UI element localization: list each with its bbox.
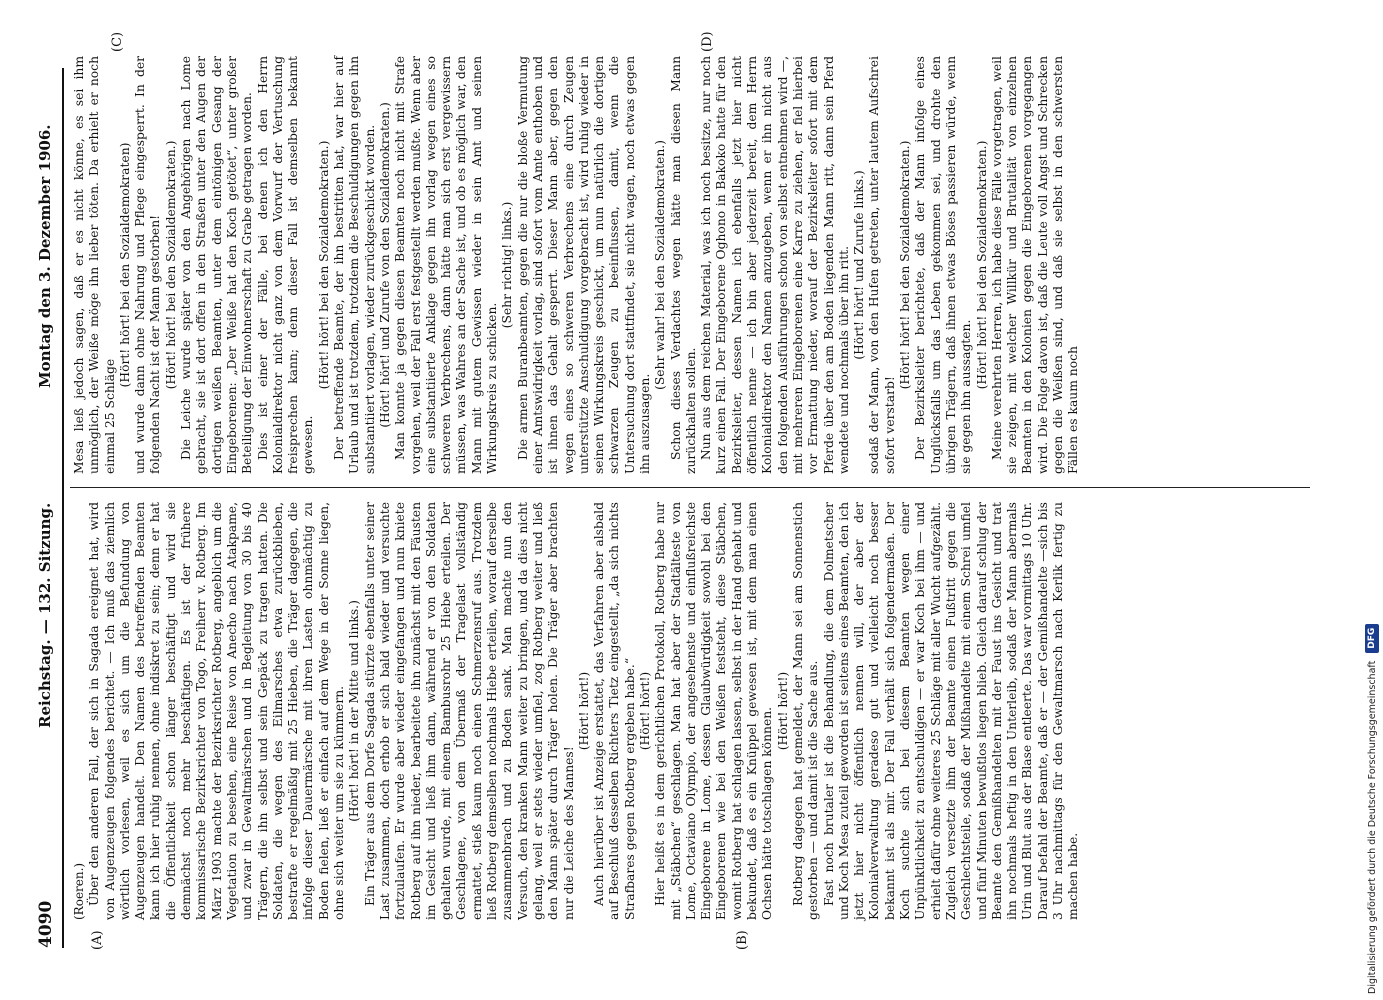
interjection: (Hört! hört! bei den Sozialdemokraten.) <box>163 140 178 390</box>
paragraph: Fast noch brutaler ist die Behandlung, die dem Dolmetscher und Koch Mesa zuteil geworden ist seitens eines Beamten, den ich jetzt hier nicht öffentlich nennen will, der aber der Kolonialverwaltung geradeso gut und vielleicht noch besser bekannt ist als mir. Der Fall verhält sich folgendermaßen. Der Koch suchte sich bei diesem Beamten wegen einer Unpünktlichkeit zu entschuldigen — er war Koch bei ihm — und erhielt dafür ohne weiteres 25 Schläge mit aller Wucht aufgezählt. Zugleich versetzte ihm der Beamte einen Fußtritt gegen die Geschlechtsteile, sodaß der Mißhandelte mit einem Schrei umfiel und fünf Minuten bewußtlos liegen blieb. Gleich darauf schlug der Beamte den Gemißhandelten mit der Faust ins Gesicht und trat ihn nochmals heftig in den Unterleib, sodaß der Mann abermals Urin und Blut aus der Blase entleerte. Das war vormittags 10 Uhr. Darauf befahl der Beamte, daß er — der Gemißhandelte —sich bis 3 Uhr nachmittags für den Gewaltmarsch nach Kerlik fertig zu machen habe. <box>821 502 1081 920</box>
paragraph: Nun aus dem reichen Material, was ich noch besitze, nur noch kurz einen Fall. Der Eingeborene Oghono in Bakoko hatte für den Bezirksleiter, dessen Namen ich ebenfalls jetzt hier nicht öffentlich nenne — ich bin aber jederzeit bereit, dem Herrn Kolonialdirektor den Namen anzugeben, wenn er ihn nicht aus den folgenden Ausführungen schon von selbst entnehmen wird —, mit mehreren Eingeborenen eine Karre zu ziehen, er fiel hierbei vor Ermattung nieder, worauf der Bezirksleiter sofort mit dem Pferde über den am Boden liegenden Mann ritt, dann sein Pferd wendete und nochmals über ihn ritt. <box>699 56 851 474</box>
margin-marker-b: (B) <box>735 930 750 950</box>
interjection: (Hört! hört!) <box>576 671 591 751</box>
column-divider <box>70 487 1310 488</box>
paragraph: und wurde dann ohne Nahrung und Pflege eingesperrt. In der folgenden Nacht ist der Mann gestorben! <box>133 56 163 474</box>
interjection: (Hört! hört! in der Mitte und links.) <box>347 600 362 822</box>
text-column-left <box>72 502 1082 920</box>
paragraph: Schon dieses Verdachtes wegen hätte man diesen Mann zurückhalten sollen. <box>668 56 698 474</box>
paragraph: Meine verehrten Herren, ich habe diese Fälle vorgetragen, weil sie zeigen, mit welcher Willkür und Brutalität von einzelnen Beamten in den Kolonien gegen die Eingeborenen vorgegangen wird. Die Folge davon ist, daß die Leute voll Angst und Schrecken gegen die Weißen sind, und daß sie selbst in den schwersten Fällen es kaum noch <box>989 56 1081 474</box>
paragraph: Hier heißt es in dem gerichtlichen Protokoll, Rotberg habe nur mit „Stäbchen“ geschlagen. Man hat aber der Stadtälteste von Lome, Octaviano Olympio, der angesehenste und einflußreichste Eingeborene in Lome, dessen Glaubwürdigkeit sowohl bei den Eingeborenen wie bei den Weißen feststeht, diese Stäbchen, womit Rotberg hat schlagen lassen, selbst in der Hand gehabt und bekundet, daß es ein Knüppel gewesen ist, mit dem man einen Ochsen hätte totschlagen können. <box>653 502 775 920</box>
dfg-logo: DFG <box>1365 624 1379 653</box>
paragraph: Der betreffende Beamte, der ihn bestritten hat, war hier auf Urlaub und ist trotzdem, trotzdem die Beschuldigungen gegen ihn substantiiert vorlagen, wieder zurückgeschickt worden. <box>332 56 377 474</box>
paragraph: Auch hierüber ist Anzeige erstattet, das Verfahren aber alsbald auf Beschluß desselben Richters Tietz eingestellt, „da sich nichts Strafbares gegen Rotberg ergeben habe.“ <box>592 502 637 920</box>
interjection: (Hört! hört! bei den Sozialdemokraten.) <box>974 140 989 390</box>
page-number: 4090 <box>36 900 56 948</box>
paragraph: Über den anderen Fall, der sich in Sagada ereignet hat, wird von Augenzeugen folgendes berichtet. — Ich muß das ziemlich wörtlich vorlesen, weil es sich um die Befundung von Augenzeugen handelt. Den Namen des betreffenden Beamten kann ich hier ruhig nennen, ohne indiskret zu sein; denn er hat die Öffentlichkeit schon länger beschäftigt und wird sie demnächst noch mehr beschäftigen. Es ist der frühere kommissarische Bezirksrichter von Togo, Freiherr v. Rotberg. Im März 1903 machte der Bezirksrichter Rotberg, angeblich um die Vegetation zu besehen, eine Reise von Anecho nach Atakpame, und zwar in Gewaltmärschen und in Begleitung von 30 bis 40 Trägern, die ihn selbst und sein Gepäck zu tragen hatten. Die Soldaten, die wegen des Eilmarsches etwa zurückblieben, bestrafte er regelmäßig mit 25 Hieben, die Träger dagegen, die infolge dieser Dauermärsche mit ihren Lasten ohnmächtig zu Boden fielen, ließ er einfach auf dem Wege in der Sonne liegen, ohne sich weiter um sie zu kümmern. <box>87 502 347 920</box>
interjection: (Hört! hört! und Zurufe links.) <box>852 170 867 360</box>
speaker-name: (Roeren.) <box>72 862 86 920</box>
interjection: (Hört! hört! und Zurufe von den Sozialdemokraten.) <box>377 102 392 428</box>
interjection: (Sehr wahr! bei den Sozialdemokraten.) <box>653 140 668 390</box>
paragraph: Man konnte ja gegen diesen Beamten noch nicht mit Strafe vorgehen, weil der Fall erst festgestellt werden mußte. Wenn aber eine substantiierte Anklage gegen ihn vorlag wegen eines so schweren Verbrechens, dann hätte man sich erst vergewissern müssen, was Wahres an der Sache ist, und ob es möglich war, den Mann mit gutem Gewissen wieder in sein Amt und seinen Wirkungskreis zu schicken. <box>393 56 500 474</box>
interjection: (Hört! hört! bei den Sozialdemokraten) <box>117 142 132 388</box>
interjection: (Sehr richtig! links.) <box>500 201 515 329</box>
paragraph: Ein Träger aus dem Dorfe Sagada stürzte ebenfalls unter seiner Last zusammen, doch erhob er sich bald wieder und versuchte fortzulaufen. Er wurde aber wieder eingefangen und nun kniete Rotberg auf ihn nieder, bearbeitete ihn zunächst mit den Fäusten im Gesicht und ließ ihm dann, während er von den Soldaten gehalten wurde, mit einem Bambusrohr 25 Hiebe erteilen. Der Geschlagene, von dem Übermaß der Tragelast vollständig ermattet, stieß kaum noch einen Schmerzensruf aus. Trotzdem ließ Rotberg demselben nochmals Hiebe erteilen, worauf derselbe zusammenbrach und zu Boden sank. Man machte nun den Versuch, den kranken Mann weiter zu bringen, und da dies nicht gelang, weil er stets wieder umfiel, zog Rotberg weiter und ließ den Mann später durch Träger holen. Die Träger aber brachten nur die Leiche des Mannes! <box>362 502 576 920</box>
header-session: Reichstag. — 132. Sitzung. <box>36 502 54 728</box>
paragraph: Die armen Buranbeamten, gegen die nur die bloße Vermutung einer Amtswidrigkeit vorlag, sind sofort vom Amte enthoben und ist ihnen das Gehalt gesperrt. Dieser Mann aber, gegen den wegen eines so schweren Verbrechens eine durch Zeugen unterstützte Anschuldigung vorgebracht ist, wird ruhig wieder in seinen Wirkungskreis geschickt, um nun natürlich die dortigen schwarzen Zeugen zu beeinflussen, damit, wenn die Untersuchung dort stattfindet, sie nicht wagen, noch etwas gegen ihn auszusagen. <box>515 56 652 474</box>
margin-marker-d: (D) <box>700 31 715 52</box>
paragraph: Rotberg dagegen hat gemeldet, der Mann sei am Sonnenstich gestorben — und damit ist die Sache aus. <box>790 502 821 920</box>
paragraph: Dies ist einer der Fälle, bei denen ich den Herrn Kolonialdirektor nicht ganz von dem Vorwurf der Vertuschung freisprechen kann; denn dieser Fall ist demselben bekannt gewesen. <box>255 56 316 474</box>
interjection: (Hört! hört!) <box>637 671 652 751</box>
interjection: (Hört! hört! bei den Sozialdemokraten.) <box>316 140 331 390</box>
header-rule <box>62 68 64 948</box>
margin-marker-a: (A) <box>90 930 105 950</box>
page-header <box>32 48 62 948</box>
credit-text: Digitalisierung gefördert durch die Deutsche Forschungsgemeinschaft <box>1366 660 1378 994</box>
interjection: (Hört! hört! bei den Sozialdemokraten.) <box>898 140 913 390</box>
paragraph: Die Leiche wurde später von den Angehörigen nach Lome gebracht, sie ist dort offen in den Straßen unter den Augen der dortigen weißen Beamten, unter dem eintönigen Gesang der Eingeborenen: „Der Weiße hat den Koch getötet“, unter großer Beteiligung der Einwohnerschaft zu Grabe getragen worden. <box>179 56 255 474</box>
text-column-right <box>72 56 1082 474</box>
digitization-credit <box>1362 0 1382 1000</box>
paragraph: Mesa ließ jedoch sagen, daß er es nicht könne, es sei ihm unmöglich, der Weiße möge ihn lieber töten. Da erhielt er noch einmal 25 Schläge <box>72 56 117 474</box>
header-date: Montag den 3. Dezember 1906. <box>36 124 54 388</box>
paragraph: Der Bezirksleiter berichtete, daß der Mann infolge eines Unglücksfalls um das Leben gekommen sei, und drohte den übrigen Trägern, daß ihnen etwas Böses passieren würde, wenn sie gegen ihn aussagten. <box>913 56 974 474</box>
paragraph: sodaß der Mann, von den Hufen getreten, unter lautem Aufschrei sofort verstarb! <box>867 56 897 474</box>
interjection: (Hört! hört!) <box>775 671 790 751</box>
margin-marker-c: (C) <box>110 31 125 52</box>
